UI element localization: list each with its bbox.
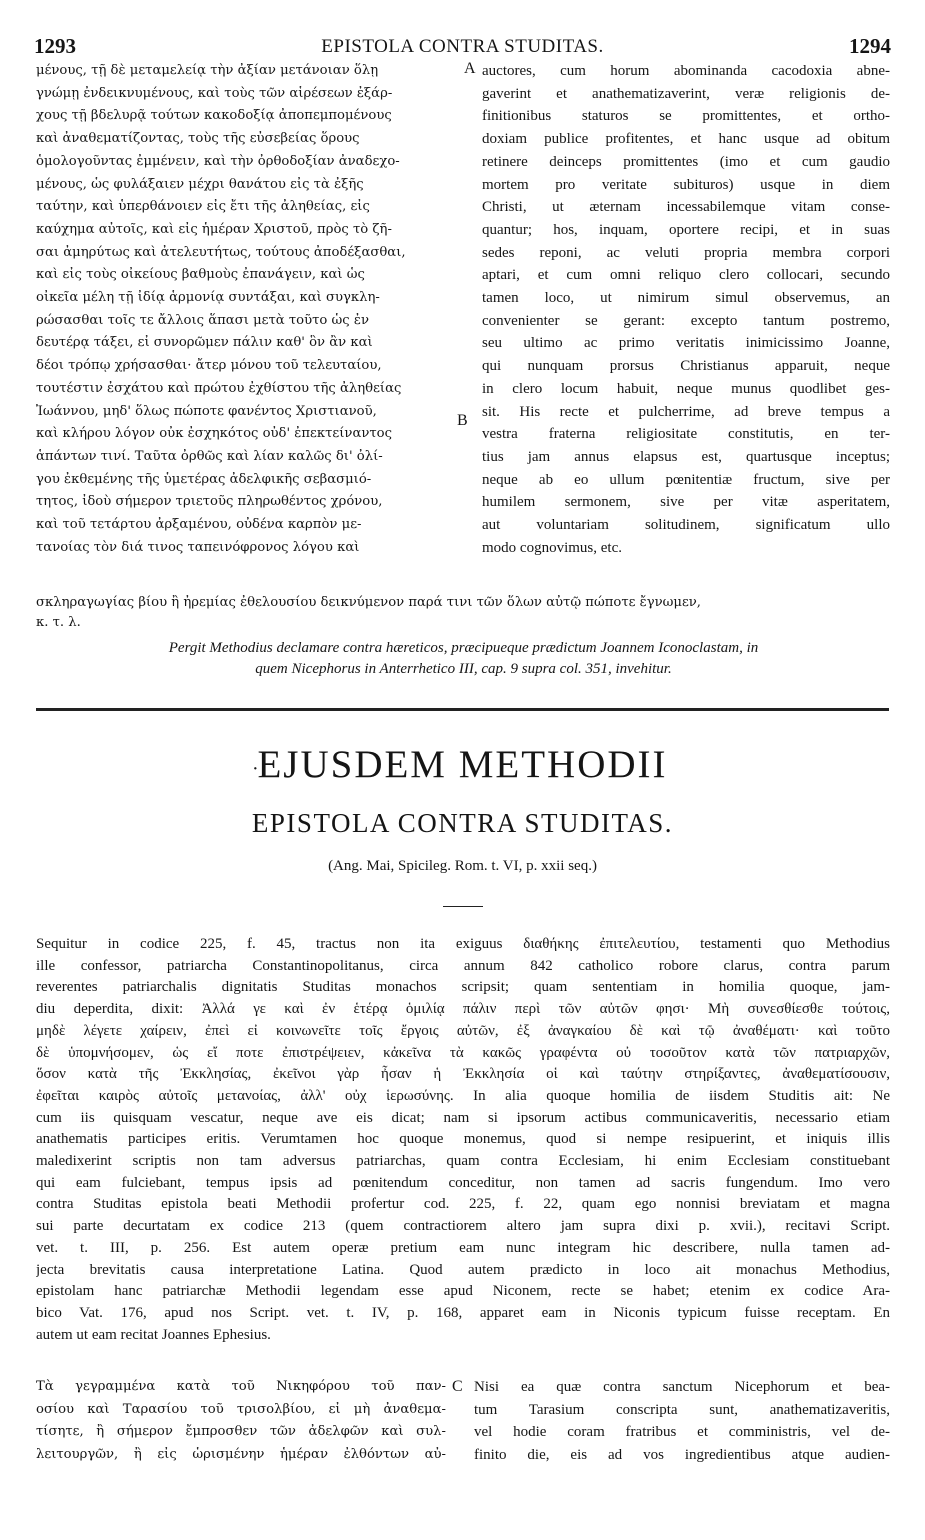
- source-citation: (Ang. Mai, Spicileg. Rom. t. VI, p. xxii seq.): [328, 858, 597, 874]
- intro-text-line: cum iis quisquam vescatur, neque ave eis dicat; nam si ipsorum actibus communicaveritis, necessario etiam: [36, 1109, 890, 1126]
- latin-text-line: humilem sermonem, sive per vitæ asperitatem,: [482, 494, 890, 511]
- greek-full-width-line: κ. τ. λ.: [36, 615, 81, 630]
- latin-text-line: neque ab eo ullum pœnitentiæ fructum, sive per: [482, 471, 890, 488]
- greek-text-line: Ἰωάννου, μηδ' ὅλως πώποτε φανέντος Χριστιανοῦ,: [36, 403, 377, 419]
- intro-text-line: anathematis participes eritis. Verumtamen hoc quoque monemus, quod si nempe resipuerint, et iniquis illis: [36, 1131, 890, 1148]
- intro-text-line: ὅσον κατὰ τῆς Ἐκκλησίας, ἐκεῖνοι γὰρ ἦσαν ἡ Ἐκκλησία οἱ καὶ ταύτην στηρίξαντες, ἀναθεματίσουσιν,: [36, 1066, 890, 1083]
- intro-text-line: bico Vat. 176, apud nos Script. vet. t. IV, p. 168, apparet eam in Niconis typicum fuisse receptam. En: [36, 1304, 890, 1321]
- greek-text-line: οἰκεῖα μέλη τῇ ἰδίᾳ ἁρμονίᾳ συντάξαι, καὶ συγκλη-: [36, 290, 380, 306]
- margin-marker-b: B: [457, 412, 468, 429]
- intro-text-line: epistolam hanc patriarchæ Methodii legendam esse apud Niconem, recte se habet; etenim ex codice Ara-: [36, 1283, 890, 1300]
- greek-text-line: λειτουργῶν, ἢ εἰς ὡρισμένην ἡμέραν ἐλθόντων αὐ-: [36, 1446, 446, 1462]
- intro-text-line: ἐφεῖται καιρὸς αὐτοῖς μετανοίας, ἀλλ' οὐχ ἱερωσύνης. In alia quoque homilia de iisdem Studitis ait: Ne: [36, 1087, 890, 1104]
- editorial-note: [36, 638, 891, 680]
- greek-text-line: Τὰ γεγραμμένα κατὰ τοῦ Νικηφόρου τοῦ παν-: [36, 1379, 446, 1394]
- greek-text-line: τανοίας τὸν διά τινος ταπεινόφρονος λόγου καὶ: [36, 539, 360, 555]
- section-divider: [36, 708, 889, 711]
- greek-text-line: χους τῇ βδελυρᾷ τούτων κακοδοξίᾳ ἀποπεμπομένους: [36, 108, 392, 124]
- intro-text-line: reverentes patriarchalis dignitatis Studitas monachos scripsit; quam sententiam in homilia quoque, jam-: [36, 979, 890, 996]
- greek-column-bottom: [36, 1376, 446, 1466]
- latin-text-line: quantur; hos, inquam, oportere recipi, et in suas: [482, 221, 890, 238]
- latin-text-line: sit. His recte et pulcherrime, ad breve tempus a: [482, 403, 890, 420]
- latin-text-line: finito die, eis ad vos ingredientibus atque audien-: [474, 1446, 890, 1463]
- greek-text-line: οσίου καὶ Ταρασίου τοῦ τρισολβίου, εἰ μὴ ἀναθεμα-: [36, 1401, 446, 1417]
- greek-text-line: γου ἐκθεμένης τῆς ὑμετέρας ἀδελφικῆς σεβασμιό-: [36, 471, 372, 487]
- greek-text-line: ρώσασθαι τοῖς τε ἄλλοις ἅπασι μετὰ τοῦτο ὡς ἐν: [36, 312, 369, 328]
- latin-text-line: qui nunquam prorsus Christianus apparuit, neque: [482, 358, 890, 375]
- intro-text-line: maledixerint scriptis non tam adversus patriarchas, quam contra Ecclesiam, hi enim Ecclesiam constituebant: [36, 1153, 890, 1170]
- greek-text-line: τίσητε, ἢ σήμερον ἔμπροσθεν τῶν ἀδελφῶν καὶ συλ-: [36, 1424, 446, 1439]
- latin-text-line: tum Tarasium conscripta sunt, anathematizaveritis,: [474, 1401, 890, 1418]
- latin-text-line: doxiam publice profitentes, et hanc usque ad obitum: [482, 131, 890, 148]
- intro-text-line: δὲ ὑπομνήσομεν, ὡς εἴ ποτε ἐπιστρέψειεν, κἀκεῖνα τὰ κακῶς γραφέντα οὐ τοσοῦτον κατὰ τῶν πατριαρχῶν,: [36, 1044, 890, 1061]
- greek-text-line: καύχημα αὐτοῖς, καὶ εἰς ἡμέραν Χριστοῦ, πρὸς τὸ ζῆ-: [36, 221, 392, 237]
- greek-text-line: καὶ εἰς τοὺς οἰκείους βαθμοὺς ἐπανάγειν, καὶ ὡς: [36, 267, 365, 283]
- greek-text-line: τουτέστιν ἐσχάτου καὶ πρώτου ἐχθίστου τῆς ἀληθείας: [36, 380, 402, 396]
- greek-text-line: γνώμῃ ἐνδεικνυμένους, καὶ τοὺς τῶν αἱρέσεων ἐξάρ-: [36, 85, 393, 101]
- intro-paragraph: [36, 934, 890, 1346]
- latin-text-line: vestra fraterna religiositate constitutis, en ter-: [482, 426, 890, 443]
- latin-text-line: finitionibus staturos se promittentes, et ortho-: [482, 108, 890, 125]
- greek-text-line: ἁπάντων τινί. Ταῦτα ὀρθῶς καὶ λίαν καλῶς δι' ὀλί-: [36, 448, 383, 464]
- title-bullet: ·: [252, 758, 259, 780]
- greek-column-top: [36, 60, 462, 559]
- latin-text-line: retinere deinceps promittentes (imo et cum gaudio: [482, 153, 890, 170]
- running-title: EPISTOLA CONTRA STUDITAS.: [321, 36, 604, 57]
- editorial-note-line: quem Nicephorus in Anterrhetico III, cap. 9 supra col. 351, invehitur.: [255, 661, 672, 677]
- section-title: EJUSDEM METHODII: [257, 743, 668, 786]
- intro-text-line: sui parte decurtatam ex codice 213 (quem contractiorem altero jam supra dixi p. xvii.), recitavi Script.: [36, 1218, 890, 1235]
- latin-text-line: Christi, ut æternam incessabilemque vitam conse-: [482, 199, 890, 216]
- intro-text-line: qui eam fulciebant, tempus ipsis ad pœnitendum conceditur, non tamen ad sacris fungendum. Imo vero: [36, 1174, 890, 1191]
- margin-marker-c: C: [452, 1378, 463, 1395]
- page-number-right: 1294: [849, 34, 891, 58]
- latin-text-line: convenienter se gerant: excepto tantum postremo,: [482, 312, 890, 329]
- editorial-note-line: Pergit Methodius declamare contra hæreticos, præcipueque prædictum Joannem Iconoclastam, in: [168, 640, 759, 656]
- latin-text-line: aptari, et cum omni reliquo clero collocari, secundo: [482, 267, 890, 284]
- greek-text-line: δευτέρᾳ τάξει, εἰ συνορῶμεν πάλιν καθ' ὃν ἂν καὶ: [36, 335, 373, 351]
- section-subtitle: EPISTOLA CONTRA STUDITAS.: [251, 808, 674, 838]
- greek-text-line: δέοι τρόπῳ χρήσασθαι· ἄτερ μόνου τοῦ τελευταίου,: [36, 358, 382, 374]
- greek-text-line: ὁμολογοῦντας ἐμμένειν, καὶ τὴν ὀρθοδοξίαν ἀναδεχο-: [36, 153, 400, 169]
- greek-text-line: μένους, τῇ δὲ μεταμελείᾳ τὴν ἀξίαν μετάνοιαν ὅλῃ: [36, 63, 379, 78]
- intro-text-line: vet. t. III, p. 256. Est autem operæ pretium eam nunc integram hic describere, nulla tamen ad-: [36, 1239, 890, 1256]
- greek-text-line: σαι ἀμηρύτως καὶ ἀτελευτήτως, τούτους ἀποδέξασθαι,: [36, 244, 406, 260]
- latin-text-line: Nisi ea quæ contra sanctum Nicephorum et bea-: [474, 1379, 890, 1395]
- intro-text-line: diu deperdita, dixit: Ἀλλά γε καὶ ἐν ἑτέρᾳ ὁμιλίᾳ πάλιν περὶ τῶν αὐτῶν φησι· Μὴ συνεσθίεσθε τούτοις,: [36, 1001, 890, 1018]
- latin-text-line: auctores, cum horum abominanda cacodoxia abne-: [482, 63, 890, 79]
- page-number-left: 1293: [34, 34, 76, 58]
- latin-text-line: in clero locum habuit, neque munus quodlibet ges-: [482, 380, 890, 397]
- latin-text-line: seu ultimo ac primo veritatis inimicissimo Joanne,: [482, 335, 890, 352]
- greek-text-line: ταύτην, καὶ ὑπερθάνοιεν εἰς ἔτι τῆς ἀληθείας, εἰς: [36, 199, 370, 215]
- margin-marker-a: A: [464, 60, 476, 77]
- greek-text-line: καὶ κλήρου λόγον οὐκ ἐσχηκότος οὐδ' ἐπεκτείναντος: [36, 426, 392, 442]
- intro-text-line: jecta brevitatis causa interpretatione Latina. Quod autem prædicto in loco ait monachus Methodius,: [36, 1261, 890, 1278]
- latin-text-line: aut voluntariam solitudinem, significatum ullo: [482, 517, 890, 534]
- greek-text-line: καὶ τοῦ τετάρτου ἀρξαμένου, οὐδένα καρπὸν με-: [36, 517, 362, 533]
- greek-text-line: καὶ ἀναθεματίζοντας, τοὺς τῆς εὐσεβείας ὅρους: [36, 131, 360, 147]
- latin-text-line: vel hodie coram fratribus et comministris, vel de-: [474, 1424, 890, 1440]
- intro-text-line: contra Studitas epistola beati Methodii profertur cod. 225, f. 22, quam ego nonnisi breviatam et magna: [36, 1196, 890, 1213]
- latin-text-line: mortem pro veritate subituros) usque in diem: [482, 176, 890, 193]
- greek-text-line: μένους, ὡς φυλάξαιεν μέχρι θανάτου εἰς τὰ ἐξῆς: [36, 176, 364, 192]
- intro-text-line: μηδὲ λέγετε χαίρειν, ἐπεὶ εἰ κοινωνεῖτε τοῖς ἔργοις αὐτῶν, ἐξ ἀναγκαίου δὲ καὶ τῷ ἀναθέματι· καὶ τοῦτο: [36, 1022, 890, 1039]
- latin-column-top: [482, 60, 890, 559]
- latin-text-line: gaverint et anathematizaverint, veræ religionis de-: [482, 85, 890, 102]
- latin-text-line: tamen loco, ut nimirum simul observemus, an: [482, 290, 890, 307]
- intro-text-line: ille confessor, patriarcha Constantinopolitanus, circa annum 842 catholico robore clarus, contra parum: [36, 957, 890, 974]
- page-header: [34, 34, 891, 60]
- latin-text-line: tius jam annus elapsus est, quartusque inceptus;: [482, 448, 890, 465]
- latin-text-line: sedes reponi, ac veluti propria membra corpori: [482, 244, 890, 261]
- intro-text-line: Sequitur in codice 225, f. 45, tractus non ita exiguus διαθήκης ἐπιτελευτίου, testamenti quo Methodius: [36, 936, 890, 952]
- latin-column-bottom: [474, 1376, 890, 1466]
- intro-text-line: autem ut eam recitat Joannes Ephesius.: [36, 1326, 271, 1343]
- greek-full-width-line: σκληραγωγίας βίου ἢ ἠρεμίας ἐθελουσίου δεικνύμενον παρά τινι τῶν ὅλων αὐτῷ πώποτε ἔγνωμεν,: [36, 595, 701, 610]
- greek-text-line: τητος, ἰδοὺ σήμερον τριετοῦς πληρωθέντος χρόνου,: [36, 494, 383, 510]
- short-divider: [443, 906, 483, 907]
- latin-text-line: modo cognovimus, etc.: [482, 539, 622, 556]
